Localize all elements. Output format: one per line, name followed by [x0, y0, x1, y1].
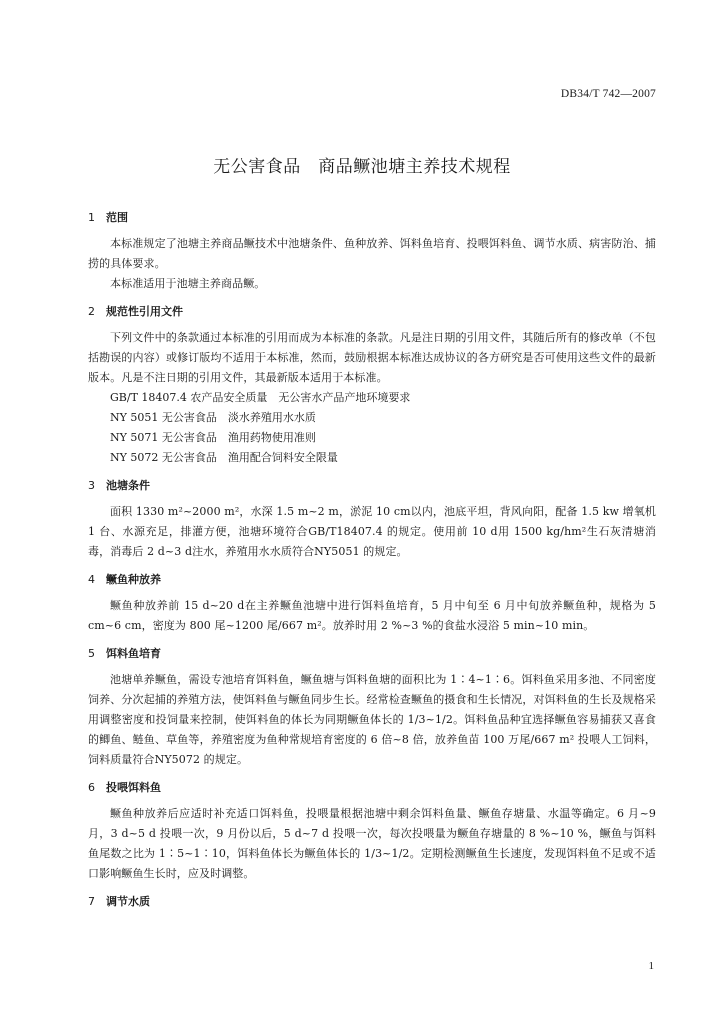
paragraph: 鳜鱼种放养后应适时补充适口饵料鱼，投喂量根据池塘中剩余饵料鱼量、鳜鱼存塘量、水温等确定。6 月~9 月，3 d~5 d 投喂一次，9 月份以后，5 d~7 d 投喂一次，每次投喂量为鳜鱼存塘量的 8 %~10 %，鳜鱼与饵料鱼尾数之比为 1∶5~1∶10，饵料鱼体长为鳜鱼体长的 1/3~1/2。定期检测鳜鱼生长速度，发现饵料鱼不足或不适口影响鳜鱼生长时，应及时调整。: [88, 807, 656, 880]
section-number: 4: [88, 573, 95, 586]
section-heading: [88, 892, 656, 911]
section-heading: [88, 302, 656, 321]
section-forage-fish-cultivation: [88, 644, 656, 770]
section-title: 饵料鱼培育: [106, 647, 161, 660]
section-title: 投喂饵料鱼: [106, 781, 161, 794]
section-title: 范围: [106, 211, 128, 224]
section-number: 6: [88, 781, 95, 794]
section-fingerling-stocking: [88, 570, 656, 636]
section-pond-conditions: [88, 476, 656, 562]
section-scope: [88, 208, 656, 294]
section-number: 3: [88, 479, 95, 492]
section-title: 鳜鱼种放养: [106, 573, 161, 586]
document-body: [88, 208, 656, 911]
paragraph: 池塘单养鳜鱼，需设专池培育饵料鱼，鳜鱼塘与饵料鱼塘的面积比为 1∶4~1∶6。饵料鱼采用多池、不同密度饲养、分次起捕的养殖方法，使饵料鱼与鳜鱼同步生长。经常检查鳜鱼的摄食和生长情况，对饵料鱼的生长及规格采用调整密度和投饲量来控制，使饵料鱼的体长为同期鳜鱼体长的 1/3~1/2。饵料鱼品种宜选择鳜鱼容易捕获又喜食的鲫鱼、鲢鱼、草鱼等，养殖密度为鱼种常规培育密度的 6 倍~8 倍，放养鱼苗 100 万尾/667 m² 投喂人工饲料，饲料质量符合NY5072 的规定。: [88, 673, 656, 766]
reference-item: NY 5071 无公害食品 渔用药物使用准则: [110, 431, 316, 444]
section-water-quality: [88, 892, 656, 911]
section-title: 池塘条件: [106, 479, 150, 492]
section-heading: [88, 208, 656, 227]
section-title: 调节水质: [106, 895, 150, 908]
section-feeding: [88, 778, 656, 884]
document-code: DB34/T 742—2007: [560, 88, 656, 100]
document-title: 无公害食品 商品鳜池塘主养技术规程: [213, 157, 511, 177]
paragraph: 面积 1330 m²~2000 m²，水深 1.5 m~2 m，淤泥 10 cm以内，池底平坦，背风向阳，配备 1.5 kw 增氧机 1 台、水源充足，排灌方便，池塘环境符合GB/T18407.4 的规定。使用前 10 d用 1500 kg/hm²生石灰清塘消毒，消毒后 2 d~3 d注水，养殖用水水质符合NY5051 的规定。: [88, 505, 656, 558]
section-normative-references: [88, 302, 656, 468]
paragraph: 下列文件中的条款通过本标准的引用而成为本标准的条款。凡是注日期的引用文件，其随后所有的修改单（不包括勘误的内容）或修订版均不适用于本标准，然而，鼓励根据本标准达成协议的各方研究是否可使用这些文件的最新版本。凡是不注日期的引用文件，其最新版本适用于本标准。: [88, 331, 656, 384]
section-number: 1: [88, 211, 95, 224]
section-number: 2: [88, 305, 95, 318]
paragraph: 本标准适用于池塘主养商品鳜。: [110, 277, 266, 290]
section-heading: [88, 644, 656, 663]
section-title: 规范性引用文件: [106, 305, 183, 318]
section-number: 7: [88, 895, 95, 908]
section-heading: [88, 570, 656, 589]
section-number: 5: [88, 647, 95, 660]
section-heading: [88, 778, 656, 797]
page-number: 1: [648, 960, 654, 972]
reference-item: NY 5051 无公害食品 淡水养殖用水水质: [110, 411, 316, 424]
reference-item: NY 5072 无公害食品 渔用配合饲料安全限量: [110, 451, 338, 464]
reference-item: GB/T 18407.4 农产品安全质量 无公害水产品产地环境要求: [110, 391, 411, 404]
section-heading: [88, 476, 656, 495]
paragraph: 本标准规定了池塘主养商品鳜技术中池塘条件、鱼种放养、饵料鱼培育、投喂饵料鱼、调节水质、病害防治、捕捞的具体要求。: [88, 237, 656, 270]
paragraph: 鳜鱼种放养前 15 d~20 d在主养鳜鱼池塘中进行饵料鱼培育，5 月中旬至 6 月中旬放养鳜鱼种，规格为 5 cm~6 cm，密度为 800 尾~1200 尾/667 m²。放养时用 2 %~3 %的食盐水浸浴 5 min~10 min。: [88, 599, 656, 632]
